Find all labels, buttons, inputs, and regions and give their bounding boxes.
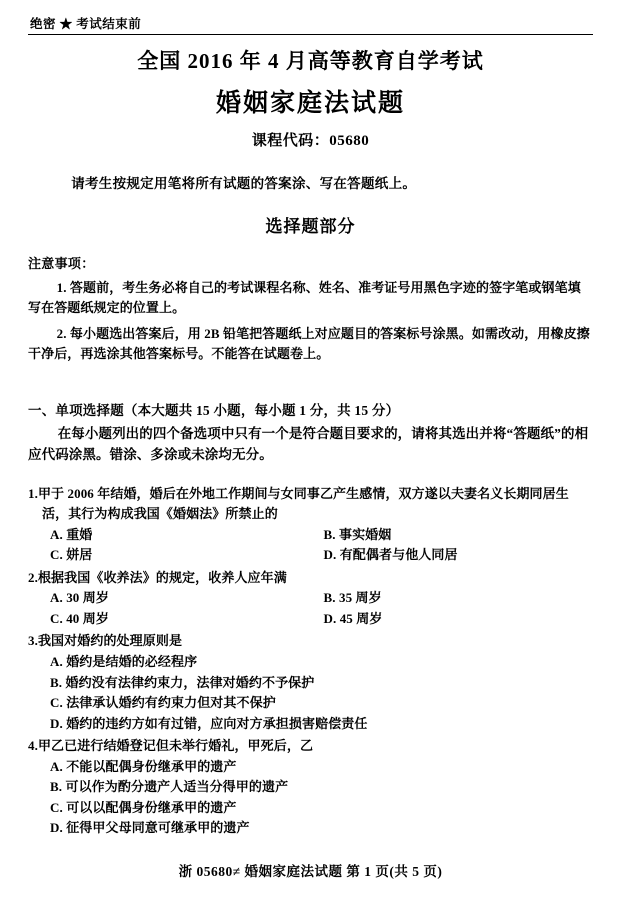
- question-text: 甲于 2006 年结婚，婚后在外地工作期间与女同事乙产生感情，双方遂以夫妻名义长期同居生活，其行为构成我国《婚姻法》所禁止的: [37, 485, 569, 522]
- big-question-subheading: 在每小题列出的四个备选项中只有一个是符合题目要求的，请将其选出并将“答题纸”的相应代码涂黑。错涂、多涂或未涂均无分。: [28, 425, 589, 463]
- question-stem: [28, 631, 593, 652]
- subject-title: 婚姻家庭法试题: [215, 90, 405, 117]
- option-a[interactable]: A. 重婚: [50, 526, 93, 542]
- list-item: [28, 484, 593, 566]
- option-d[interactable]: D. 有配偶者与他人同居: [323, 547, 458, 563]
- option-b[interactable]: B. 可以作为酌分遗产人适当分得甲的遗产: [50, 779, 289, 795]
- course-code: 课程代码：05680: [251, 133, 370, 149]
- option-d[interactable]: D. 45 周岁: [323, 610, 383, 626]
- question-text: 根据我国《收养法》的规定，收养人应年满: [37, 569, 287, 585]
- question-text: 甲乙已进行结婚登记但未举行婚礼，甲死后，乙: [37, 738, 314, 754]
- question-stem: [28, 484, 593, 525]
- option-c[interactable]: C. 姘居: [50, 547, 93, 563]
- option-c[interactable]: C. 40 周岁: [50, 610, 109, 626]
- option-d[interactable]: D. 婚约的违约方如有过错，应向对方承担损害赔偿责任: [50, 715, 368, 731]
- header-divider: [28, 34, 593, 35]
- list-item: [28, 736, 593, 839]
- option-d[interactable]: D. 征得甲父母同意可继承甲的遗产: [50, 820, 250, 836]
- option-group: [28, 525, 593, 566]
- option-c[interactable]: C. 可以以配偶身份继承甲的遗产: [50, 799, 237, 815]
- notice-item: 1. 答题前，考生务必将自己的考试课程名称、姓名、准考证号用黑色字迹的签字笔或钢笔填写在答题纸规定的位置上。: [28, 280, 581, 316]
- notice-heading: 注意事项：: [28, 256, 95, 271]
- question-list: [28, 484, 593, 839]
- question-number: 4.: [28, 738, 38, 754]
- option-group: [28, 757, 593, 839]
- option-c[interactable]: C. 法律承认婚约有约束力但对其不保护: [50, 695, 276, 711]
- big-question-heading: 一、单项选择题（本大题共 15 小题，每小题 1 分，共 15 分）: [28, 402, 400, 418]
- exam-title: 全国 2016 年 4 月高等教育自学考试: [137, 49, 484, 73]
- option-a[interactable]: A. 不能以配偶身份继承甲的遗产: [50, 758, 237, 774]
- option-b[interactable]: B. 35 周岁: [323, 590, 382, 606]
- answer-instruction: 请考生按规定用笔将所有试题的答案涂、写在答题纸上。: [71, 176, 417, 191]
- option-b[interactable]: B. 婚约没有法律约束力，法律对婚约不予保护: [50, 674, 315, 690]
- option-b[interactable]: B. 事实婚姻: [323, 526, 392, 542]
- notice-item: 2. 每小题选出答案后，用 2B 铅笔把答题纸上对应题目的答案标号涂黑。如需改动，用橡皮擦干净后，再选涂其他答案标号。不能答在试题卷上。: [28, 326, 590, 362]
- secret-notice: 绝密 ★ 考试结束前: [30, 17, 142, 31]
- question-stem: [28, 736, 593, 757]
- question-number: 2.: [28, 569, 38, 585]
- list-item: [28, 568, 593, 630]
- question-stem: [28, 568, 593, 589]
- question-text: 我国对婚约的处理原则是: [37, 633, 183, 649]
- section-title: 选择题部分: [265, 217, 356, 236]
- option-group: [28, 652, 593, 734]
- option-group: [28, 588, 593, 629]
- question-number: 3.: [28, 633, 38, 649]
- list-item: [28, 631, 593, 734]
- question-number: 1.: [28, 485, 38, 501]
- page-footer: 浙 05680≠ 婚姻家庭法试题 第 1 页(共 5 页): [178, 864, 443, 879]
- option-a[interactable]: A. 婚约是结婚的必经程序: [50, 654, 198, 669]
- option-a[interactable]: A. 30 周岁: [50, 590, 109, 606]
